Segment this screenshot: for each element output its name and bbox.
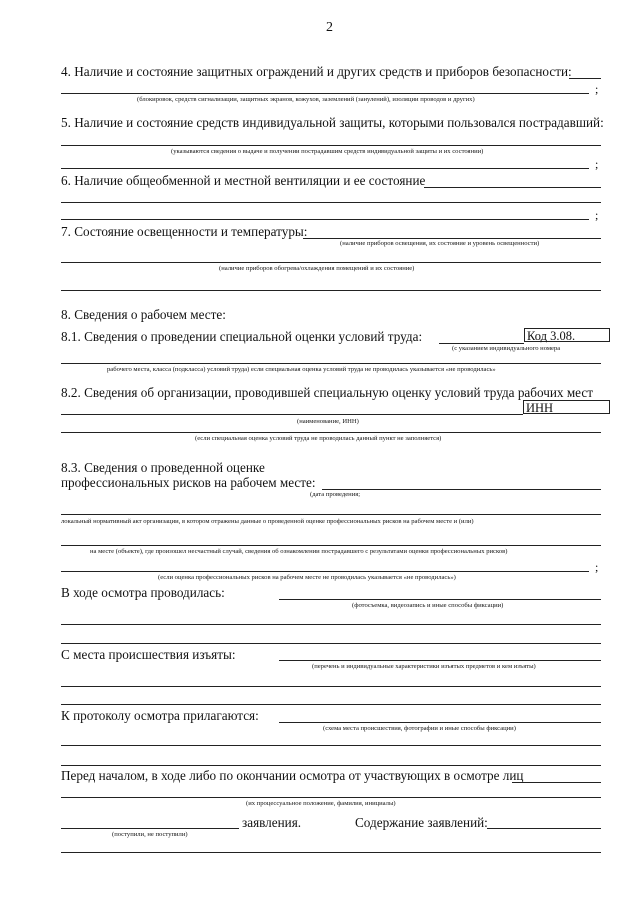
section-5-title: 5. Наличие и состояние средств индивидуальной защиты, которыми пользовался пострадавший: <box>61 115 604 130</box>
code-box: Код 3.08. <box>524 328 610 342</box>
section-4-semicolon: ; <box>595 82 599 96</box>
inspection-seized-label: С места происшествия изъяты: <box>61 647 236 662</box>
inspection-seized-line-1 <box>279 660 601 661</box>
section-8-3-note-1: (дата проведения; <box>310 491 361 498</box>
inspection-before-note: (их процессуальное положение, фамилия, инициалы) <box>246 800 396 807</box>
section-8-2-line-1 <box>61 414 523 415</box>
inspection-during-line-3 <box>61 643 601 644</box>
section-5-semicolon: ; <box>595 157 599 171</box>
inspection-seized-line-2 <box>61 686 601 687</box>
section-8-1-line-2 <box>61 363 601 364</box>
section-6-line-1 <box>61 202 601 203</box>
section-7-line-1 <box>303 238 601 239</box>
section-4-note: (блокировок, средств сигнализации, защитных экранов, кожухов, заземлений (занулений), изоляции проводов и других) <box>137 96 475 103</box>
page-number: 2 <box>326 20 333 35</box>
section-6-line-2 <box>61 219 589 220</box>
section-8-1-note-2: рабочего места, класса (подкласса) условий труда) если специальная оценка условий труда не проводилась указывается «не проводилась» <box>107 366 496 373</box>
section-6-line-tail <box>424 187 601 188</box>
inspection-during-label: В ходе осмотра проводилась: <box>61 585 225 600</box>
section-8-3-title-2: профессиональных рисков на рабочем месте: <box>61 475 316 490</box>
section-8-2-note-1: (наименование, ИНН) <box>297 418 359 425</box>
inspection-seized-line-3 <box>61 704 601 705</box>
statements-content-line-tail <box>487 828 601 829</box>
inspection-attached-note: (схема места происшествия, фотографии и иные способы фиксации) <box>323 725 516 732</box>
inspection-attached-label: К протоколу осмотра прилагаются: <box>61 708 259 723</box>
section-7-note-1: (наличие приборов освещения, их состояние и уровень освещенности) <box>340 240 540 247</box>
section-7-line-3 <box>61 290 601 291</box>
section-8-3-note-2: локальный нормативный акт организации, в котором отражены данные о проведенной оценке профессиональных рисков на рабочем месте и (или) <box>61 518 474 525</box>
statements-content-label: Содержание заявлений: <box>355 815 488 830</box>
section-8-1-title: 8.1. Сведения о проведении специальной оценки условий труда: <box>61 329 423 344</box>
statements-content-line-2 <box>61 852 601 853</box>
received-note: (поступили, не поступили) <box>112 831 188 838</box>
section-7-title: 7. Состояние освещенности и температуры: <box>61 224 308 239</box>
section-6-title: 6. Наличие общеобменной и местной вентиляции и ее состояние <box>61 173 426 188</box>
section-8-3-line-2 <box>61 514 601 515</box>
received-line <box>61 828 239 829</box>
inspection-before-line-tail <box>512 782 601 783</box>
section-4-line <box>61 93 589 94</box>
inspection-during-line-1 <box>279 599 601 600</box>
section-4-line-tail <box>569 78 601 79</box>
inspection-before-line-2 <box>61 797 601 798</box>
section-5-note: (указываются сведения о выдаче и получении пострадавшим средств индивидуальной защиты и их состоянии) <box>171 148 484 155</box>
inspection-attached-line-3 <box>61 765 601 766</box>
section-8-title: 8. Сведения о рабочем месте: <box>61 307 226 322</box>
inspection-before-label: Перед началом, в ходе либо по окончании осмотра от участвующих в осмотре лиц <box>61 768 524 783</box>
section-8-3-line-3 <box>61 545 601 546</box>
section-8-3-note-3: на месте (объекте), где произошел несчастный случай, сведения об ознакомлении пострадавшего с результатами оценки профессиональных рисков) <box>90 548 508 555</box>
section-8-3-semicolon: ; <box>595 560 599 574</box>
inspection-during-note: (фотосъемка, видеозапись и иные способы фиксации) <box>352 602 504 609</box>
inspection-attached-line-2 <box>61 745 601 746</box>
section-8-3-title-1: 8.3. Сведения о проведенной оценке <box>61 460 265 475</box>
section-5-line-2 <box>61 168 589 169</box>
inspection-attached-line-1 <box>279 722 601 723</box>
section-8-2-line-2 <box>61 432 601 433</box>
section-8-3-line-4 <box>61 571 589 572</box>
statements-label: заявления. <box>242 815 302 830</box>
section-8-3-note-4: (если оценка профессиональных рисков на рабочем месте не проводилась указывается «не проводилась») <box>158 574 456 581</box>
section-7-note-2: (наличие приборов обогрева/охлаждения помещений и их состояние) <box>219 265 415 272</box>
section-8-1-note-1: (с указанием индивидуального номера <box>452 345 561 352</box>
section-7-line-2 <box>61 262 601 263</box>
inn-box: ИНН <box>523 400 610 414</box>
section-5-line-1 <box>61 145 601 146</box>
inspection-seized-note: (перечень и индивидуальные характеристики изъятых предметов и кем изъяты) <box>312 663 536 670</box>
section-4-title: 4. Наличие и состояние защитных ограждений и других средств и приборов безопасности: <box>61 64 572 79</box>
inspection-during-line-2 <box>61 624 601 625</box>
section-8-2-note-2: (если специальная оценка условий труда не проводилась данный пункт не заполняется) <box>195 435 442 442</box>
section-8-3-line-1 <box>322 489 601 490</box>
section-8-1-line <box>439 343 524 344</box>
section-8-2-title: 8.2. Сведения об организации, проводившей специальную оценку условий труда рабочих мест <box>61 385 593 400</box>
section-6-semicolon: ; <box>595 208 599 222</box>
